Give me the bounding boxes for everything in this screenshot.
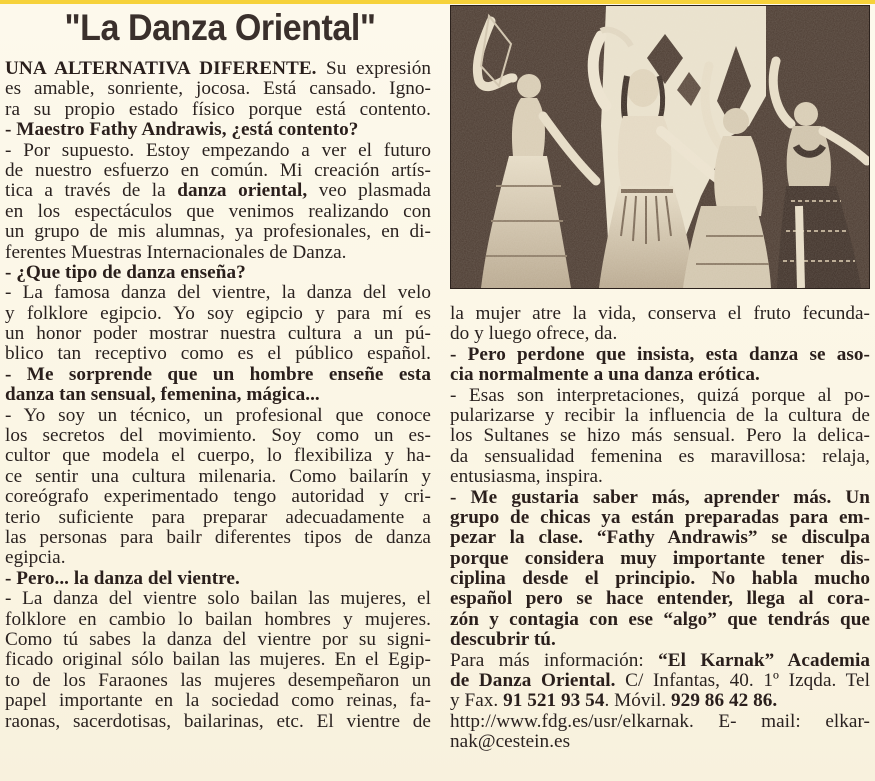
body-text: folklore en cambio lo bailan hombres y mujeres. (5, 608, 431, 630)
text-line (5, 528, 431, 548)
text-line (5, 671, 431, 691)
body-text: es amable, sonriente, jocosa. Está cansado. Igno- (5, 78, 431, 100)
text-line (5, 467, 431, 487)
body-text: nak@cestein.es (450, 731, 571, 753)
text-line (450, 447, 870, 467)
body-text: http://www.fdg.es/usr/elkarnak. E- mail: elkar- (450, 710, 870, 732)
text-line (450, 365, 870, 385)
body-text: ra su propio estado físico porque está contento. (5, 98, 431, 120)
photo-dancers-icon (451, 6, 869, 288)
text-line (450, 528, 870, 548)
text-line (5, 141, 431, 161)
body-text: Como tú sabes la danza del vientre por su signi- (5, 628, 431, 650)
text-line (5, 181, 431, 201)
text-line (5, 610, 431, 630)
text-line (5, 283, 431, 303)
bold-text: UNA ALTERNATIVA DIFERENTE. (5, 58, 317, 79)
bold-text: pezar la clase. “Fathy Andrawis” se disculpa (450, 527, 870, 549)
text-line (5, 304, 431, 324)
bold-text: de Danza Oriental. (450, 670, 616, 692)
text-line (450, 610, 870, 630)
text-line (5, 243, 431, 263)
body-text: papel importante en la sociedad como reinas, fa- (5, 690, 431, 712)
body-text: ce sentir una cultura milenaria. Como bailarín y (5, 465, 431, 487)
text-line (5, 712, 431, 732)
body-text: - La danza del vientre solo bailan las mujeres, el (5, 588, 431, 610)
body-text: y Fax. (450, 690, 504, 712)
body-text: Su expresión (316, 58, 431, 79)
body-text: los secretos del movimiento. Soy como un es- (5, 425, 431, 447)
body-text: da sensualidad femenina es maravillosa: relaja, (450, 445, 870, 467)
body-text: un honor poder mostrar nuestra cultura a un pú- (5, 323, 431, 345)
bold-text: - Maestro Fathy Andrawis, ¿está contento? (5, 119, 359, 141)
body-text: egipcia. (5, 547, 66, 569)
text-line (5, 569, 431, 589)
body-text: cultor que modela el cuerpo, lo flexibiliza y ha- (5, 445, 431, 467)
dancers-photo (450, 5, 870, 289)
text-line (450, 386, 870, 406)
text-line (450, 589, 870, 609)
article-left-column (5, 59, 431, 732)
bold-text: - Me sorprende que un hombre enseñe esta (5, 363, 431, 385)
body-text: ficado original sólo bailan las mujeres. En el Egip- (5, 649, 431, 671)
bold-text: 929 86 42 86. (671, 690, 778, 712)
body-text: los Sultanes se hizo más sensual. Pero la delica- (450, 425, 870, 447)
text-line (450, 712, 870, 732)
body-text: do y luego ofrece, da. (450, 323, 618, 345)
body-text: - La famosa danza del vientre, la danza del velo (5, 282, 431, 304)
text-line (5, 589, 431, 609)
body-text: - Por supuesto. Estoy empezando a ver el futuro (5, 139, 431, 161)
text-line (5, 222, 431, 242)
bold-text: - ¿Que tipo de danza enseña? (5, 261, 246, 283)
text-line (5, 446, 431, 466)
bold-text: cia normalmente a una danza erótica. (450, 364, 760, 386)
text-line (5, 508, 431, 528)
text-line (450, 732, 870, 752)
body-text: la mujer atre la vida, conserva el fruto fecunda- (450, 303, 870, 324)
body-text: terio suficiente para preparar adecuadamente a (5, 506, 431, 528)
bold-text: descubrir tú. (450, 629, 556, 651)
body-text: y folklore egipcio. Yo soy egipcio y para mí es (5, 302, 431, 324)
text-line (5, 324, 431, 344)
body-text: pularizarse y recibir la influencia de la cultura de (450, 404, 870, 426)
bold-text: porque considera muy importante tener dis- (450, 547, 870, 569)
text-line (450, 508, 870, 528)
bold-text: danza oriental, (177, 180, 308, 202)
body-text: en los espectáculos que venimos realizando con (5, 200, 431, 222)
body-text: raonas, sacerdotisas, bailarinas, etc. El vientre de (5, 710, 431, 732)
bold-text: - Pero perdone que insista, esta danza se aso- (450, 343, 870, 365)
text-line (450, 651, 870, 671)
text-line (5, 406, 431, 426)
body-text: - Yo soy un técnico, un profesional que conoce (5, 404, 431, 426)
body-text: de nuestro esfuerzo en común. Mi creación artís- (5, 159, 431, 181)
text-line (5, 426, 431, 446)
bold-text: - Pero... la danza del vientre. (5, 567, 240, 589)
body-text: to de los Faraones las mujeres desempeñaron un (5, 669, 431, 691)
bold-text: grupo de chicas ya están preparadas para em- (450, 506, 870, 528)
bold-text: - Me gustaria saber más, aprender más. Un (450, 486, 870, 508)
body-text: las personas para bailr diferentes tipos de danza (5, 526, 431, 548)
bold-text: “El Karnak” Academia (658, 649, 870, 671)
bold-text: 91 521 93 54 (503, 690, 605, 712)
text-line (5, 385, 431, 405)
body-text: C/ Infantas, 40. 1º Izqda. Tel (615, 670, 871, 692)
text-line (450, 324, 870, 344)
text-line (5, 161, 431, 181)
text-line (450, 569, 870, 589)
text-line (450, 345, 870, 365)
bold-text: danza tan sensual, femenina, mágica... (5, 384, 320, 406)
body-text: tica a través de la (5, 180, 178, 202)
text-line (450, 549, 870, 569)
body-text: . Móvil. (604, 690, 672, 712)
text-line (450, 488, 870, 508)
text-line (450, 630, 870, 650)
text-line (5, 100, 431, 120)
text-line (5, 263, 431, 283)
text-line (5, 79, 431, 99)
text-line (450, 671, 870, 691)
text-line (5, 487, 431, 507)
article-headline: "La Danza Oriental" (64, 7, 376, 48)
text-line (5, 691, 431, 711)
body-text: coreógrafo experimentado tengo autoridad y cri- (5, 486, 431, 508)
text-line (450, 304, 870, 324)
text-line (5, 202, 431, 222)
text-line (450, 406, 870, 426)
text-line (5, 344, 431, 364)
text-line (5, 548, 431, 568)
body-text: veo plasmada (307, 180, 431, 202)
text-line (450, 467, 870, 487)
body-text: Para más información: (450, 649, 659, 671)
text-line (5, 365, 431, 385)
text-line (5, 120, 431, 140)
text-line (5, 650, 431, 670)
body-text: un grupo de mis alumnas, ya profesionales, en di- (5, 221, 431, 243)
text-line (450, 426, 870, 446)
body-text: ferentes Muestras Internacionales de Danza. (5, 241, 347, 263)
body-text: entusiasma, inspira. (450, 466, 603, 488)
body-text: blico tan receptivo como es el público español. (5, 343, 431, 365)
bold-text: zón y contagia con ese “algo” que tendrás que (450, 608, 870, 630)
bold-text: ciplina desde el principio. No habla mucho (450, 568, 870, 590)
text-line (5, 59, 431, 79)
body-text: - Esas son interpretaciones, quizá porque al po- (450, 384, 870, 406)
text-line (450, 691, 870, 711)
text-line (5, 630, 431, 650)
article-right-column (450, 304, 870, 753)
bold-text: español pero se hace entender, llega al cora- (450, 588, 870, 610)
